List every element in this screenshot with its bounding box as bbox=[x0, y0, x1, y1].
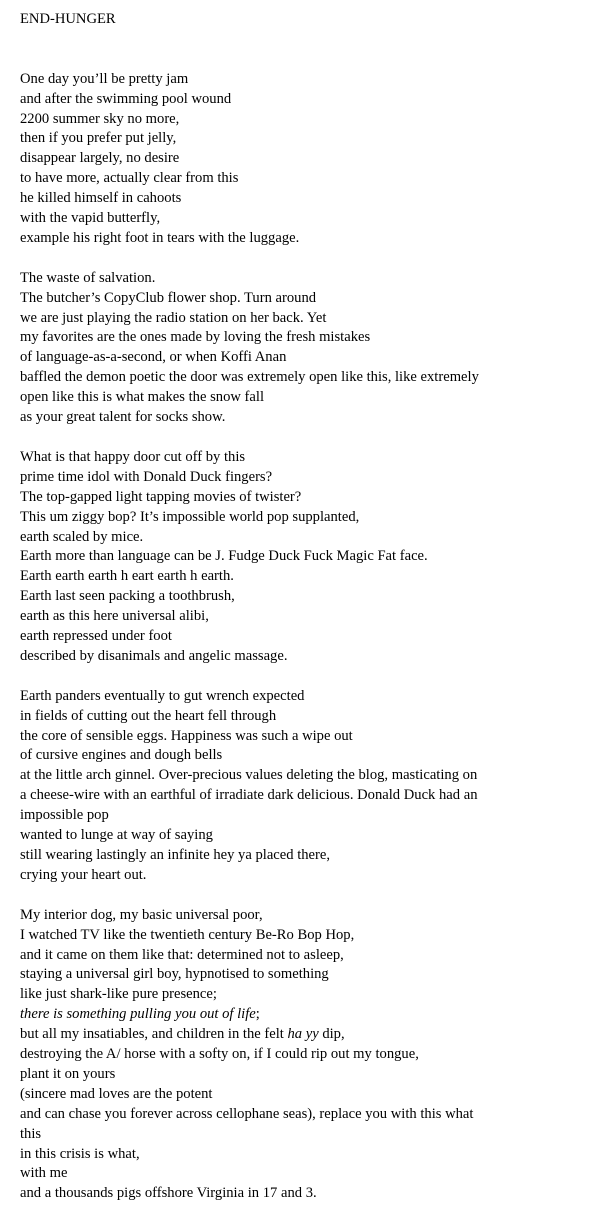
line-before: but all my insatiables, and children in the felt bbox=[20, 1026, 288, 1043]
poem-line: a cheese-wire with an earthful of irradiate dark delicious. Donald Duck had an bbox=[20, 787, 478, 804]
poem-line: we are just playing the radio station on her back. Yet bbox=[20, 309, 327, 326]
poem-document bbox=[20, 10, 595, 1204]
stanza-3 bbox=[20, 448, 595, 667]
poem-line: (sincere mad loves are the potent bbox=[20, 1085, 213, 1102]
stanza-4 bbox=[20, 687, 595, 886]
poem-line-italic bbox=[20, 1005, 595, 1025]
line-tail: ; bbox=[255, 1006, 260, 1023]
poem-line: The waste of salvation. bbox=[20, 269, 156, 286]
poem-line: staying a universal girl boy, hypnotised to something bbox=[20, 966, 329, 983]
poem-line: open like this is what makes the snow fall bbox=[20, 389, 264, 406]
poem-line: to have more, actually clear from this bbox=[20, 170, 239, 187]
poem-line: and it came on them like that: determined not to asleep, bbox=[20, 946, 344, 963]
italic-phrase: ha yy bbox=[287, 1026, 319, 1043]
poem-line: example his right foot in tears with the luggage. bbox=[20, 229, 300, 246]
poem-line: then if you prefer put jelly, bbox=[20, 130, 177, 147]
stanza-5 bbox=[20, 906, 595, 1205]
poem-line-mixed bbox=[20, 1025, 595, 1045]
poem-line: still wearing lastingly an infinite hey ya placed there, bbox=[20, 846, 331, 863]
poem-line: One day you’ll be pretty jam bbox=[20, 70, 189, 87]
poem-line: earth repressed under foot bbox=[20, 628, 172, 645]
poem-line: of cursive engines and dough bells bbox=[20, 747, 223, 764]
poem-line: 2200 summer sky no more, bbox=[20, 110, 180, 127]
poem-line: prime time idol with Donald Duck fingers? bbox=[20, 468, 273, 485]
poem-line: like just shark-like pure presence; bbox=[20, 986, 217, 1003]
poem-line: and a thousands pigs offshore Virginia in 17 and 3. bbox=[20, 1185, 317, 1202]
italic-phrase: there is something pulling you out of life bbox=[20, 1006, 256, 1023]
poem-line: Earth last seen packing a toothbrush, bbox=[20, 588, 235, 605]
poem-line: in fields of cutting out the heart fell through bbox=[20, 707, 277, 724]
title-spacer bbox=[20, 30, 595, 70]
line-after: dip, bbox=[318, 1026, 345, 1043]
poem-line: this bbox=[20, 1125, 42, 1142]
poem-line: What is that happy door cut off by this bbox=[20, 448, 246, 465]
poem-line: in this crisis is what, bbox=[20, 1145, 140, 1162]
poem-line: at the little arch ginnel. Over-precious values deleting the blog, masticating on bbox=[20, 767, 478, 784]
poem-line: plant it on yours bbox=[20, 1065, 116, 1082]
poem-line: earth as this here universal alibi, bbox=[20, 608, 209, 625]
poem-line: baffled the demon poetic the door was extremely open like this, like extremely bbox=[20, 369, 479, 386]
poem-line: I watched TV like the twentieth century Be-Ro Bop Hop, bbox=[20, 926, 355, 943]
poem-line: as your great talent for socks show. bbox=[20, 409, 226, 426]
poem-line: he killed himself in cahoots bbox=[20, 190, 182, 207]
poem-title: END-HUNGER bbox=[20, 11, 116, 27]
stanza-1 bbox=[20, 70, 595, 249]
poem-line: crying your heart out. bbox=[20, 866, 147, 883]
poem-line: with me bbox=[20, 1165, 68, 1182]
poem-line: disappear largely, no desire bbox=[20, 150, 180, 167]
poem-line: This um ziggy bop? It’s impossible world pop supplanted, bbox=[20, 508, 360, 525]
poem-line: My interior dog, my basic universal poor, bbox=[20, 906, 263, 923]
poem-line: The top-gapped light tapping movies of twister? bbox=[20, 488, 302, 505]
poem-line: destroying the A/ horse with a softy on, if I could rip out my tongue, bbox=[20, 1046, 419, 1063]
stanza-2 bbox=[20, 269, 595, 428]
poem-line: described by disanimals and angelic massage. bbox=[20, 647, 288, 664]
poem-line: Earth earth earth h eart earth h earth. bbox=[20, 568, 234, 585]
poem-line: Earth more than language can be J. Fudge Duck Fuck Magic Fat face. bbox=[20, 548, 428, 565]
poem-line: the core of sensible eggs. Happiness was such a wipe out bbox=[20, 727, 353, 744]
poem-line: impossible pop bbox=[20, 807, 109, 824]
poem-line: wanted to lunge at way of saying bbox=[20, 827, 213, 844]
poem-line: and can chase you forever across cellophane seas), replace you with this what bbox=[20, 1105, 474, 1122]
poem-line: with the vapid butterfly, bbox=[20, 210, 161, 227]
poem-line: of language-as-a-second, or when Koffi Anan bbox=[20, 349, 287, 366]
poem-line: earth scaled by mice. bbox=[20, 528, 144, 545]
poem-line: and after the swimming pool wound bbox=[20, 90, 232, 107]
poem-line: Earth panders eventually to gut wrench expected bbox=[20, 687, 305, 704]
poem-line: The butcher’s CopyClub flower shop. Turn around bbox=[20, 289, 317, 306]
poem-line: my favorites are the ones made by loving the fresh mistakes bbox=[20, 329, 371, 346]
